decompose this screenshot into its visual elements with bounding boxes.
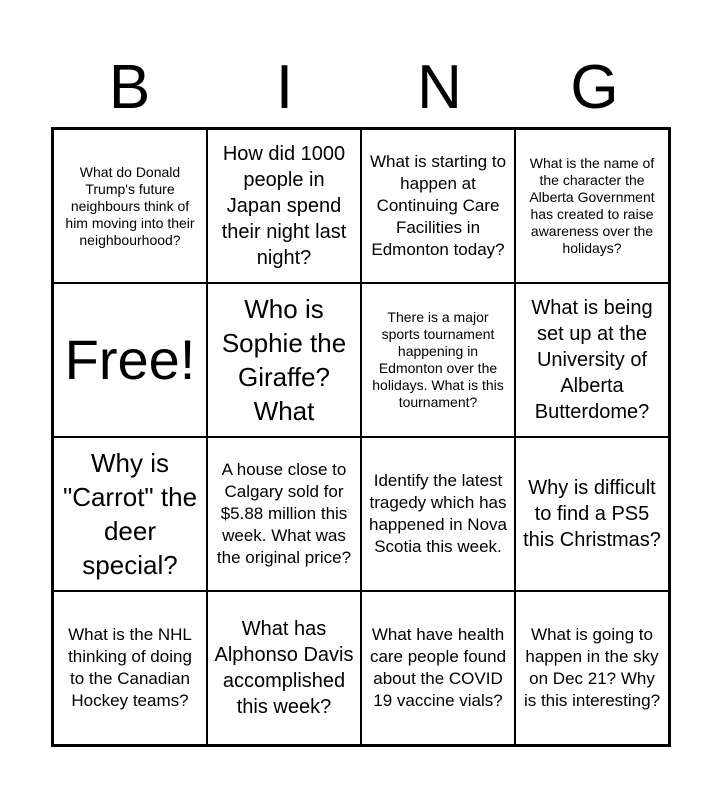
bingo-cell-question: What have health care people found about the COVID 19 vaccine vials? bbox=[369, 625, 507, 710]
bingo-cell[interactable] bbox=[515, 437, 669, 591]
bingo-cell[interactable] bbox=[207, 283, 361, 437]
bingo-cell-question: Why is "Carrot" the deer special? bbox=[62, 448, 198, 580]
bingo-cell-question: A house close to Calgary sold for $5.88 million this week. What was the original price? bbox=[216, 460, 352, 567]
bingo-cell-question: What is going to happen in the sky on Dec 21? Why is this interesting? bbox=[523, 625, 661, 710]
bingo-card-grid bbox=[51, 127, 671, 747]
bingo-cell-question: What is the NHL thinking of doing to the Canadian Hockey teams? bbox=[68, 625, 192, 710]
bingo-cell-question: What is starting to happen at Continuing Care Facilities in Edmonton today? bbox=[369, 152, 507, 259]
header-letter-i: I bbox=[275, 53, 294, 122]
bingo-cell-question: Why is difficult to find a PS5 this Christmas? bbox=[523, 477, 661, 551]
bingo-cell[interactable] bbox=[53, 129, 207, 283]
bingo-cell[interactable] bbox=[361, 437, 515, 591]
bingo-cell[interactable] bbox=[361, 591, 515, 745]
bingo-cell-question: What has Alphonso Davis accomplished this week? bbox=[214, 618, 354, 718]
bingo-cell-question: There is a major sports tournament happening in Edmonton over the holidays. What is this tournament? bbox=[372, 309, 504, 410]
bingo-cell[interactable] bbox=[361, 129, 515, 283]
bingo-cell-question: Identify the latest tragedy which has happened in Nova Scotia this week. bbox=[368, 471, 507, 556]
free-space-label: Free! bbox=[64, 328, 196, 391]
bingo-cell-question: What is being set up at the University of Alberta Butterdome? bbox=[531, 297, 653, 423]
bingo-cell-question: Who is Sophie the Giraffe? What bbox=[221, 294, 347, 426]
bingo-cell[interactable] bbox=[361, 283, 515, 437]
bingo-cell[interactable] bbox=[207, 591, 361, 745]
header-letter-b: B bbox=[108, 53, 151, 122]
bingo-cell[interactable] bbox=[207, 129, 361, 283]
bingo-cell-question: What is the name of the character the Alberta Government has created to raise awareness over the holidays? bbox=[529, 155, 655, 256]
bingo-cell[interactable] bbox=[515, 129, 669, 283]
bingo-cell-question: What do Donald Trump's future neighbours think of him moving into their neighbourhood? bbox=[65, 163, 195, 248]
bingo-cell[interactable] bbox=[53, 591, 207, 745]
free-space-cell[interactable] bbox=[53, 283, 207, 437]
header-letter-g: G bbox=[570, 53, 619, 122]
header-letter-n: N bbox=[417, 53, 462, 122]
bingo-header bbox=[52, 52, 672, 124]
bingo-cell-question: How did 1000 people in Japan spend their night last night? bbox=[221, 143, 347, 269]
bingo-cell[interactable] bbox=[207, 437, 361, 591]
bingo-cell[interactable] bbox=[515, 591, 669, 745]
bingo-cell[interactable] bbox=[53, 437, 207, 591]
bingo-cell[interactable] bbox=[515, 283, 669, 437]
